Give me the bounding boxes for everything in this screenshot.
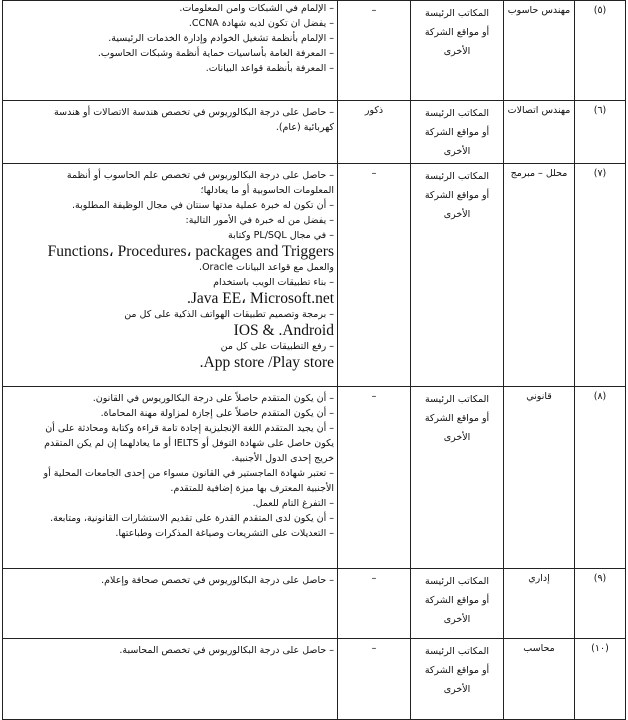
gender-cell [338, 387, 411, 569]
location-line: الأخرى [443, 684, 471, 695]
requirement-line: – الإلمام في الشبكات وامن المعلومات. [179, 3, 334, 14]
gender-cell [338, 1, 411, 101]
location-line: أو مواقع الشركة [424, 665, 490, 676]
job-title-cell [504, 1, 575, 101]
requirement-line: – أن يجيد المتقدم اللغة الإنجليزية إجادة تامة قراءة وكتابة ومحادثة على أن [45, 423, 334, 434]
row-number: (٦) [593, 105, 607, 116]
location-line: أو مواقع الشركة [424, 27, 490, 38]
row-number-cell [575, 164, 626, 387]
job-title-cell [504, 164, 575, 387]
job-title: إداري [528, 573, 550, 584]
location-line: الأخرى [443, 46, 471, 57]
requirement-line: – حاصل على درجة البكالوريوس في تخصص علم الحاسوب أو أنظمة [66, 170, 334, 181]
location-cell [411, 569, 504, 639]
requirement-line: المعلومات الحاسوبية أو ما يعادلها؛ [200, 185, 334, 196]
location-line: الأخرى [443, 432, 471, 443]
requirement-line: – حاصل على درجة البكالوريوس في تخصص صحافة وإعلام. [101, 575, 334, 586]
gender-cell [338, 569, 411, 639]
location-line: المكاتب الرئيسة [424, 8, 489, 19]
location-line: الأخرى [443, 146, 471, 157]
requirement-line: – تعتبر شهادة الماجستير في القانون مسواء من إحدى الجامعات المحلية أو [43, 468, 334, 479]
location-line: المكاتب الرئيسة [424, 576, 489, 587]
row-number: (١٠) [591, 643, 609, 654]
job-row [3, 164, 626, 387]
jobs-document [2, 0, 626, 704]
requirement-line: – يفضل ان تكون لديه شهادة CCNA. [188, 18, 334, 29]
job-title: محلل – مبرمج [510, 168, 568, 179]
location-cell [411, 639, 504, 720]
job-title-cell [504, 101, 575, 164]
location-line: الأخرى [443, 209, 471, 220]
gender-cell [338, 639, 411, 720]
gender-cell [338, 164, 411, 387]
requirement-line: – حاصل على درجة البكالوريوس في تخصص المحاسبة. [119, 645, 334, 656]
job-title-cell [504, 639, 575, 720]
location-line: المكاتب الرئيسة [424, 108, 489, 119]
requirement-line: IOS & .Android [233, 322, 334, 339]
requirement-line: – أن يكون المتقدم حاصلاً على درجة البكالوريوس في القانون. [92, 393, 334, 404]
location-cell [411, 164, 504, 387]
gender-cell [338, 101, 411, 164]
requirements-cell [3, 164, 338, 387]
location-line: الأخرى [443, 614, 471, 625]
requirement-line: App store /Play store. [199, 354, 334, 371]
requirement-line: – برمجة وتصميم تطبيقات الهواتف الذكية على كل من [124, 309, 334, 320]
job-title: مهندس اتصالات [507, 105, 571, 116]
gender-value: ذكور [364, 105, 384, 116]
location-line: أو مواقع الشركة [424, 127, 490, 138]
row-number: (٧) [593, 168, 607, 179]
job-row [3, 569, 626, 639]
requirements-cell [3, 1, 338, 101]
requirement-line: – أن يكون لدى المتقدم القدرة على تقديم الاستشارات القانونية، ومتابعة. [50, 513, 334, 524]
row-number-cell [575, 569, 626, 639]
requirement-line: – التعديلات على التشريعات وصياغة المذكرات وطباعتها. [115, 528, 334, 539]
requirement-line: – الإلمام بأنظمة تشغيل الخوادم وإدارة الخدمات الرئيسية. [108, 33, 334, 44]
gender-value: – [371, 391, 377, 402]
gender-value: – [371, 573, 377, 584]
row-number-cell [575, 639, 626, 720]
row-number-cell [575, 101, 626, 164]
jobs-table [2, 0, 626, 720]
location-cell [411, 387, 504, 569]
location-line: أو مواقع الشركة [424, 413, 490, 424]
requirement-line: – أن تكون له خبرة عملية مدتها سنتان في مجال الوظيفة المطلوبة. [71, 200, 334, 211]
requirements-cell [3, 569, 338, 639]
gender-value: – [371, 5, 377, 16]
requirement-line: والعمل مع قواعد البيانات Oracle. [199, 262, 334, 273]
requirements-cell [3, 639, 338, 720]
gender-value: – [371, 168, 377, 179]
requirement-line: – التفرغ التام للعمل. [252, 498, 334, 509]
row-number: (٨) [593, 391, 607, 402]
row-number: (٩) [593, 573, 607, 584]
job-title: محاسب [523, 643, 555, 654]
job-row [3, 1, 626, 101]
job-title-cell [504, 569, 575, 639]
job-row [3, 101, 626, 164]
row-number: (٥) [593, 5, 607, 16]
requirement-line: Functions، Procedures، packages and Triggers [47, 243, 334, 260]
job-title: قانوني [526, 391, 552, 402]
location-line: المكاتب الرئيسة [424, 646, 489, 657]
requirement-line: يكون حاصل على شهادة التوفل أو IELTS أو ما يعادلهما إن لم يكن المتقدم [44, 438, 334, 449]
row-number-cell [575, 1, 626, 101]
requirements-cell [3, 101, 338, 164]
requirement-line: كهربائية (عام). [275, 122, 334, 133]
requirement-line: – بناء تطبيقات الويب باستخدام [213, 277, 334, 288]
gender-value: – [371, 643, 377, 654]
requirement-line: – المعرفة العامة بأساسيات حماية أنظمة وشبكات الحاسوب. [97, 48, 334, 59]
location-line: المكاتب الرئيسة [424, 171, 489, 182]
requirement-line: – يفضل من له خبرة في الأمور التالية: [185, 215, 334, 226]
location-line: المكاتب الرئيسة [424, 394, 489, 405]
requirement-line: خريج إحدى الدول الأجنبية. [231, 453, 334, 464]
location-cell [411, 1, 504, 101]
location-cell [411, 101, 504, 164]
requirement-line: – رفع التطبيقات على كل من [220, 341, 334, 352]
row-number-cell [575, 387, 626, 569]
requirement-line: – في مجال PL/SQL وكتابة [228, 230, 334, 241]
requirements-cell [3, 387, 338, 569]
job-title-cell [504, 387, 575, 569]
requirement-line: – أن يكون المتقدم حاصلاً على إجازة لمزاولة مهنة المحاماة. [100, 408, 334, 419]
requirement-line: – المعرفة بأنظمة قواعد البيانات. [205, 63, 334, 74]
requirement-line: Java EE، Microsoft.net. [186, 290, 334, 307]
job-row [3, 387, 626, 569]
requirement-line: – حاصل على درجة البكالوريوس في تخصص هندسة الاتصالات أو هندسة [54, 107, 334, 118]
location-line: أو مواقع الشركة [424, 595, 490, 606]
location-line: أو مواقع الشركة [424, 190, 490, 201]
job-title: مهندس حاسوب [507, 5, 571, 16]
requirement-line: الأجنبية المعترف بها ميزة إضافية للمتقدم. [170, 483, 334, 494]
job-row [3, 639, 626, 720]
